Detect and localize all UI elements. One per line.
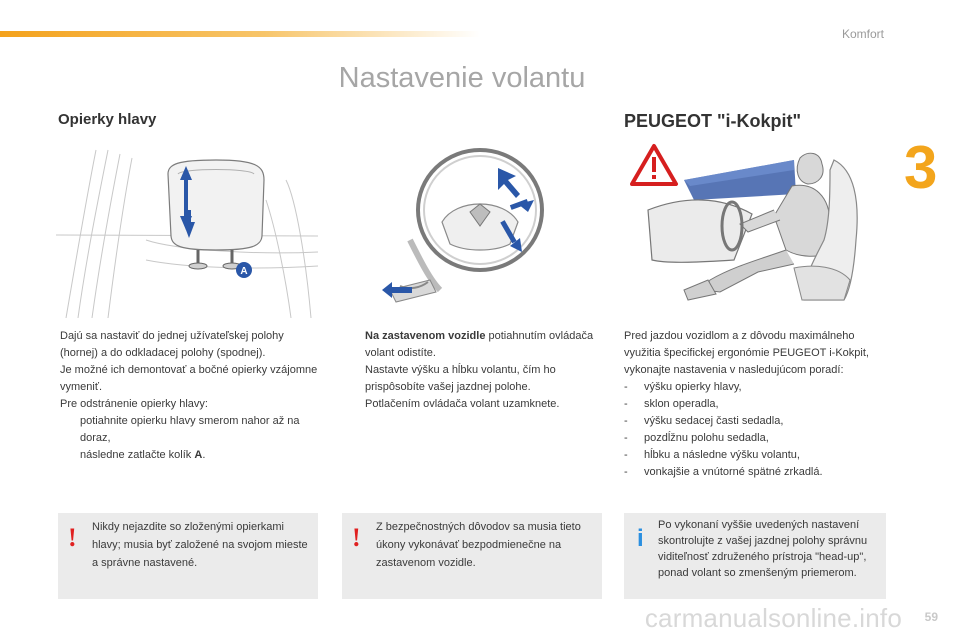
info-note: i Po vykonaní vyššie uvedených nastavení skontrolujte z vašej jazdnej polohy správnu viditeľnosť združeného prístroja "head-up", ponad volant so zmenšeným priemerom.: [624, 513, 886, 599]
list-item: - výšku sedacej časti sedadla,: [624, 415, 784, 427]
text-column-left: [60, 328, 322, 464]
warning-triangle-icon: [632, 146, 676, 184]
text-column-right: [624, 328, 890, 481]
header-accent-bar: [0, 31, 480, 37]
list-item: potiahnite opierku hlavy smerom nahor až na doraz,: [80, 415, 300, 444]
text-column-middle: [342, 328, 598, 413]
warning-icon: !: [68, 523, 77, 552]
paragraph: Dajú sa nastaviť do jednej užívateľskej polohy (hornej) a do odkladacej polohy (spodnej).: [60, 330, 284, 359]
head-restraint-illustration: [56, 140, 318, 318]
list-item: následne zatlačte kolík A.: [80, 449, 206, 461]
watermark: carmanualsonline.info: [644, 603, 902, 633]
page-title: Nastavenie volantu: [338, 62, 586, 94]
heading-i-cockpit: PEUGEOT "i-Kokpit": [624, 111, 802, 131]
info-icon: i: [637, 525, 644, 552]
page-number: 59: [924, 610, 938, 624]
list-item: Nastavte výšku a hĺbku volantu, čím ho prispôsobíte vašej jazdnej polohe.: [365, 364, 556, 393]
list-item: - výšku opierky hlavy,: [624, 381, 742, 393]
paragraph: Pred jazdou vozidlom a z dôvodu maximálneho využitia špecifickej ergonómie PEUGEOT i-Kokpit, vykonajte nastavenia v nasledujúcom poradí:: [624, 330, 869, 376]
heading-head-restraints: Opierky hlavy: [58, 111, 157, 128]
steering-wheel-illustration: [370, 140, 570, 312]
paragraph: Pre odstránenie opierky hlavy:: [60, 398, 208, 410]
warning-note: ! Z bezpečnostných dôvodov sa musia tieto úkony vykonávať bezpodmienečne na zastavenom vozidle.: [342, 513, 602, 599]
warning-icon: !: [352, 523, 361, 552]
callout-a: A: [240, 266, 248, 277]
list-item: - sklon operadla,: [624, 398, 719, 410]
chapter-number: 3: [904, 134, 938, 201]
list-item: - vonkajšie a vnútorné spätné zrkadlá.: [624, 466, 823, 478]
list-item: Na zastavenom vozidle potiahnutím ovládača volant odistíte.: [365, 330, 594, 359]
list-item: Potlačením ovládača volant uzamknete.: [365, 398, 560, 410]
section-label: Komfort: [841, 27, 884, 41]
list-item: - hĺbku a následne výšku volantu,: [624, 449, 800, 461]
paragraph: Je možné ich demontovať a bočné opierky vzájomne vymeniť.: [60, 364, 318, 393]
list-item: - pozdĺžnu polohu sedadla,: [624, 432, 769, 444]
driving-position-illustration: [624, 140, 874, 315]
warning-note: ! Nikdy nejazdite so zloženými opierkami hlavy; musia byť založené na svojom mieste a správne nastavené.: [58, 513, 318, 599]
